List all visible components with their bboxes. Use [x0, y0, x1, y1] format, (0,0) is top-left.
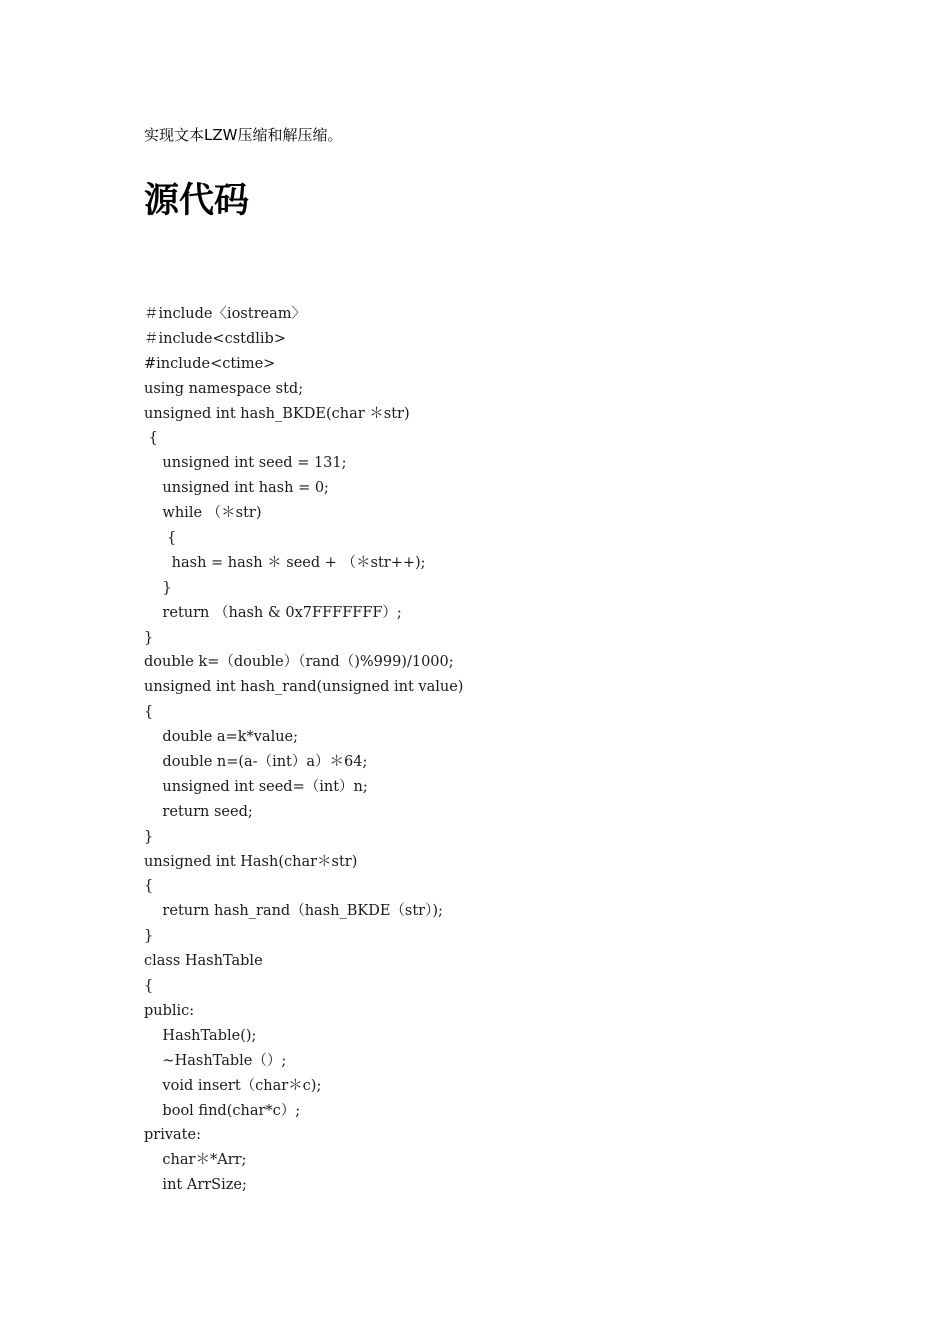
code-line: unsigned int hash_rand(unsigned int value) — [144, 679, 464, 696]
code-line: } — [144, 629, 154, 646]
code-line: } — [144, 579, 172, 596]
section-heading: 源代码 — [144, 181, 250, 221]
intro-paragraph: 实现文本LZW压缩和解压缩。 — [144, 126, 343, 144]
code-block — [144, 302, 463, 1198]
code-line: unsigned int hash = 0; — [144, 480, 329, 497]
code-line: unsigned int seed = 131; — [144, 455, 347, 472]
code-line: return （hash & 0x7FFFFFFF）; — [144, 604, 402, 621]
code-line: { — [144, 530, 177, 547]
code-line: HashTable(); — [144, 1027, 257, 1044]
code-line: private: — [144, 1127, 201, 1144]
code-line: class HashTable — [144, 953, 263, 970]
code-line: void insert（char＊c); — [144, 1077, 322, 1094]
code-line: double n=(a-（int）a）＊64; — [144, 754, 368, 771]
code-line: public: — [144, 1002, 195, 1019]
code-line: bool find(char*c）; — [144, 1102, 301, 1119]
code-line: #include<ctime> — [144, 355, 276, 372]
code-line: { — [144, 430, 158, 447]
code-line: unsigned int Hash(char＊str) — [144, 853, 358, 870]
code-line: ＃include<cstdlib> — [144, 330, 286, 347]
code-line: return hash_rand（hash_BKDE（str）); — [144, 903, 443, 920]
code-line: double k=（double）（rand（)%999)/1000; — [144, 654, 454, 671]
code-line: using namespace std; — [144, 380, 304, 397]
code-line: ~HashTable（）; — [144, 1052, 287, 1069]
code-line: ＃include〈iostream〉 — [144, 306, 306, 322]
code-line: } — [144, 928, 154, 945]
code-line: double a=k*value; — [144, 729, 299, 746]
code-line: hash = hash ＊ seed + （＊str++); — [144, 554, 426, 571]
code-line: unsigned int seed=（int）n; — [144, 778, 368, 795]
code-line: } — [144, 828, 154, 845]
code-line: char＊*Arr; — [144, 1152, 247, 1169]
code-line: { — [144, 704, 154, 721]
code-line: while （＊str) — [144, 505, 262, 522]
code-line: return seed; — [144, 803, 253, 820]
code-line: unsigned int hash_BKDE(char ＊str) — [144, 405, 410, 422]
code-line: { — [144, 878, 154, 895]
code-line: { — [144, 978, 154, 995]
code-line: int ArrSize; — [144, 1177, 247, 1194]
